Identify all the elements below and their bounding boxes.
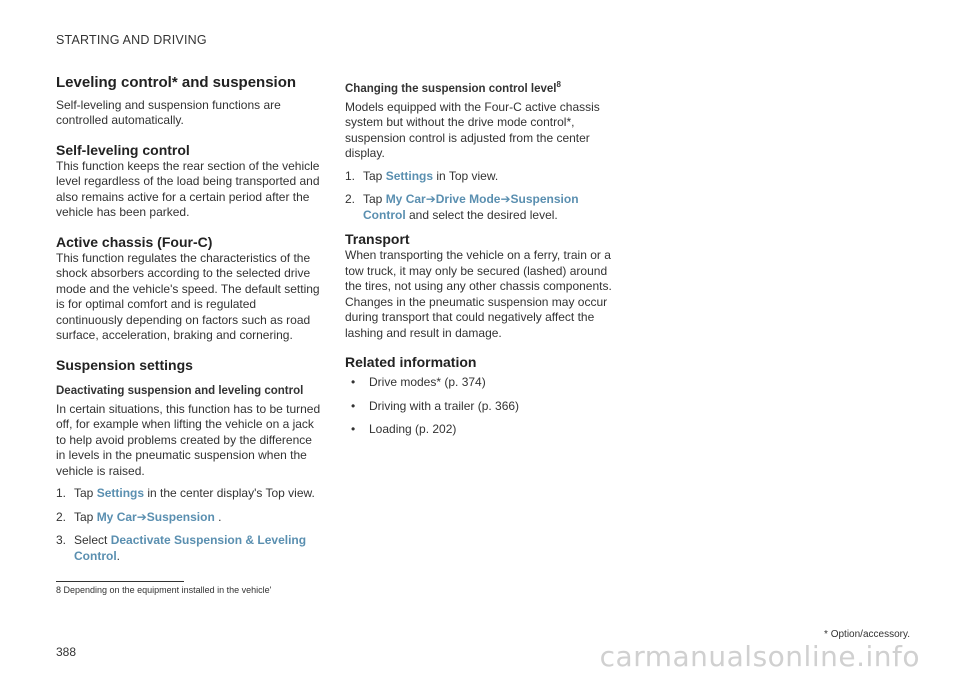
arrow-right-icon: ➔ (500, 192, 511, 207)
step-number: 1. (345, 168, 356, 183)
right-column (345, 78, 613, 446)
page-number: 388 (56, 645, 77, 659)
step-text: . (214, 509, 222, 524)
bullet-icon: • (351, 422, 356, 437)
step-text: . (116, 548, 120, 563)
related-item (345, 375, 613, 391)
related-item (345, 422, 613, 438)
active-chassis-heading: Active chassis (Four-C) (56, 233, 213, 250)
changing-body: Models equipped with the Four-C active chassis system but without the drive mode control*, suspension control is adjusted from the center display. (345, 99, 600, 161)
suspension-menu-label: Suspension (146, 509, 215, 524)
related-heading: Related information (345, 354, 477, 371)
related-link-drive-modes[interactable]: Drive modes* (p. 374) (369, 375, 486, 390)
changing-heading-text: Changing the suspension control level (345, 82, 557, 95)
related-item (345, 399, 613, 415)
bullet-icon: • (351, 375, 356, 390)
deactivating-steps (56, 486, 324, 564)
footnote-number: 8 (56, 585, 62, 595)
settings-menu-label: Settings (96, 486, 145, 500)
step-number: 1. (56, 486, 67, 500)
related-link-loading[interactable]: Loading (p. 202) (369, 422, 457, 437)
footnote-text: Depending on the equipment installed in the vehicle' (61, 585, 272, 595)
self-leveling-body: This function keeps the rear section of the vehicle level regardless of the load being transported and also remains active for a certain period after the vehicle has been parked. (56, 158, 320, 219)
step-item (56, 510, 324, 526)
deactivate-option-label: Deactivate Suspension & Leveling Control (74, 533, 307, 563)
step-text: and select the desired level. (405, 207, 558, 222)
step-item (345, 169, 613, 185)
suspension-settings-heading: Suspension settings (56, 356, 193, 373)
transport-body: When transporting the vehicle on a ferry, train or a tow truck, it may only be secured (lashed) around the tires, not using any other chassis components. Changes in the pneumatic suspension may occur during transport that could negatively affect the lashing and result in damage. (345, 248, 612, 340)
step-text: Tap (74, 486, 97, 500)
step-text: in Top view. (433, 168, 499, 183)
bullet-icon: • (351, 398, 356, 413)
active-chassis-body: This function regulates the characteristics of the shock absorbers according to the selected drive mode and the vehicle's speed. The default setting is for optimal comfort and is regulated continuously depending on factors such as road surface, acceleration, braking and cornering. (56, 250, 320, 342)
step-item (345, 192, 613, 223)
step-number: 3. (56, 533, 67, 547)
step-text: Select (74, 533, 111, 547)
changing-steps (345, 169, 613, 224)
changing-heading (345, 78, 613, 96)
step-item (56, 533, 324, 564)
suspension-control-menu-label: Suspension Control (363, 192, 579, 222)
footnote-divider (56, 581, 184, 582)
step-number: 2. (56, 509, 67, 524)
watermark: carmanualsonline.info (599, 640, 920, 673)
footnote-marker: 8 (556, 80, 561, 89)
step-number: 2. (345, 192, 356, 207)
transport-heading: Transport (345, 231, 410, 248)
related-list (345, 375, 613, 438)
my-car-menu-label: My Car (96, 509, 137, 524)
step-item (56, 486, 324, 502)
self-leveling-heading: Self-leveling control (56, 141, 190, 158)
step-text: Tap (74, 509, 97, 524)
related-link-trailer[interactable]: Driving with a trailer (p. 366) (369, 398, 520, 413)
section-header: STARTING AND DRIVING (56, 33, 207, 47)
step-text: in the center display's Top view. (144, 486, 315, 500)
option-accessory-note: * Option/accessory. (824, 629, 910, 640)
deactivating-body: In certain situations, this function has to be turned off, for example when lifting the vehicle on a jack to help avoid problems created by the difference in levels in the pneumatic suspension when the vehicle is raised. (56, 401, 321, 478)
left-column (56, 75, 324, 572)
settings-menu-label: Settings (385, 168, 434, 183)
step-text: Tap (363, 168, 386, 183)
arrow-right-icon: ➔ (136, 509, 147, 524)
step-text: Tap (363, 192, 386, 207)
drive-mode-menu-label: Drive Mode (435, 192, 501, 207)
arrow-right-icon: ➔ (425, 192, 436, 207)
deactivating-subheading: Deactivating suspension and leveling control (56, 384, 304, 397)
footnote (56, 585, 271, 595)
intro-text: Self-leveling and suspension functions are controlled automatically. (56, 97, 281, 127)
page-title: Leveling control* and suspension (56, 74, 297, 91)
my-car-menu-label: My Car (385, 192, 426, 207)
